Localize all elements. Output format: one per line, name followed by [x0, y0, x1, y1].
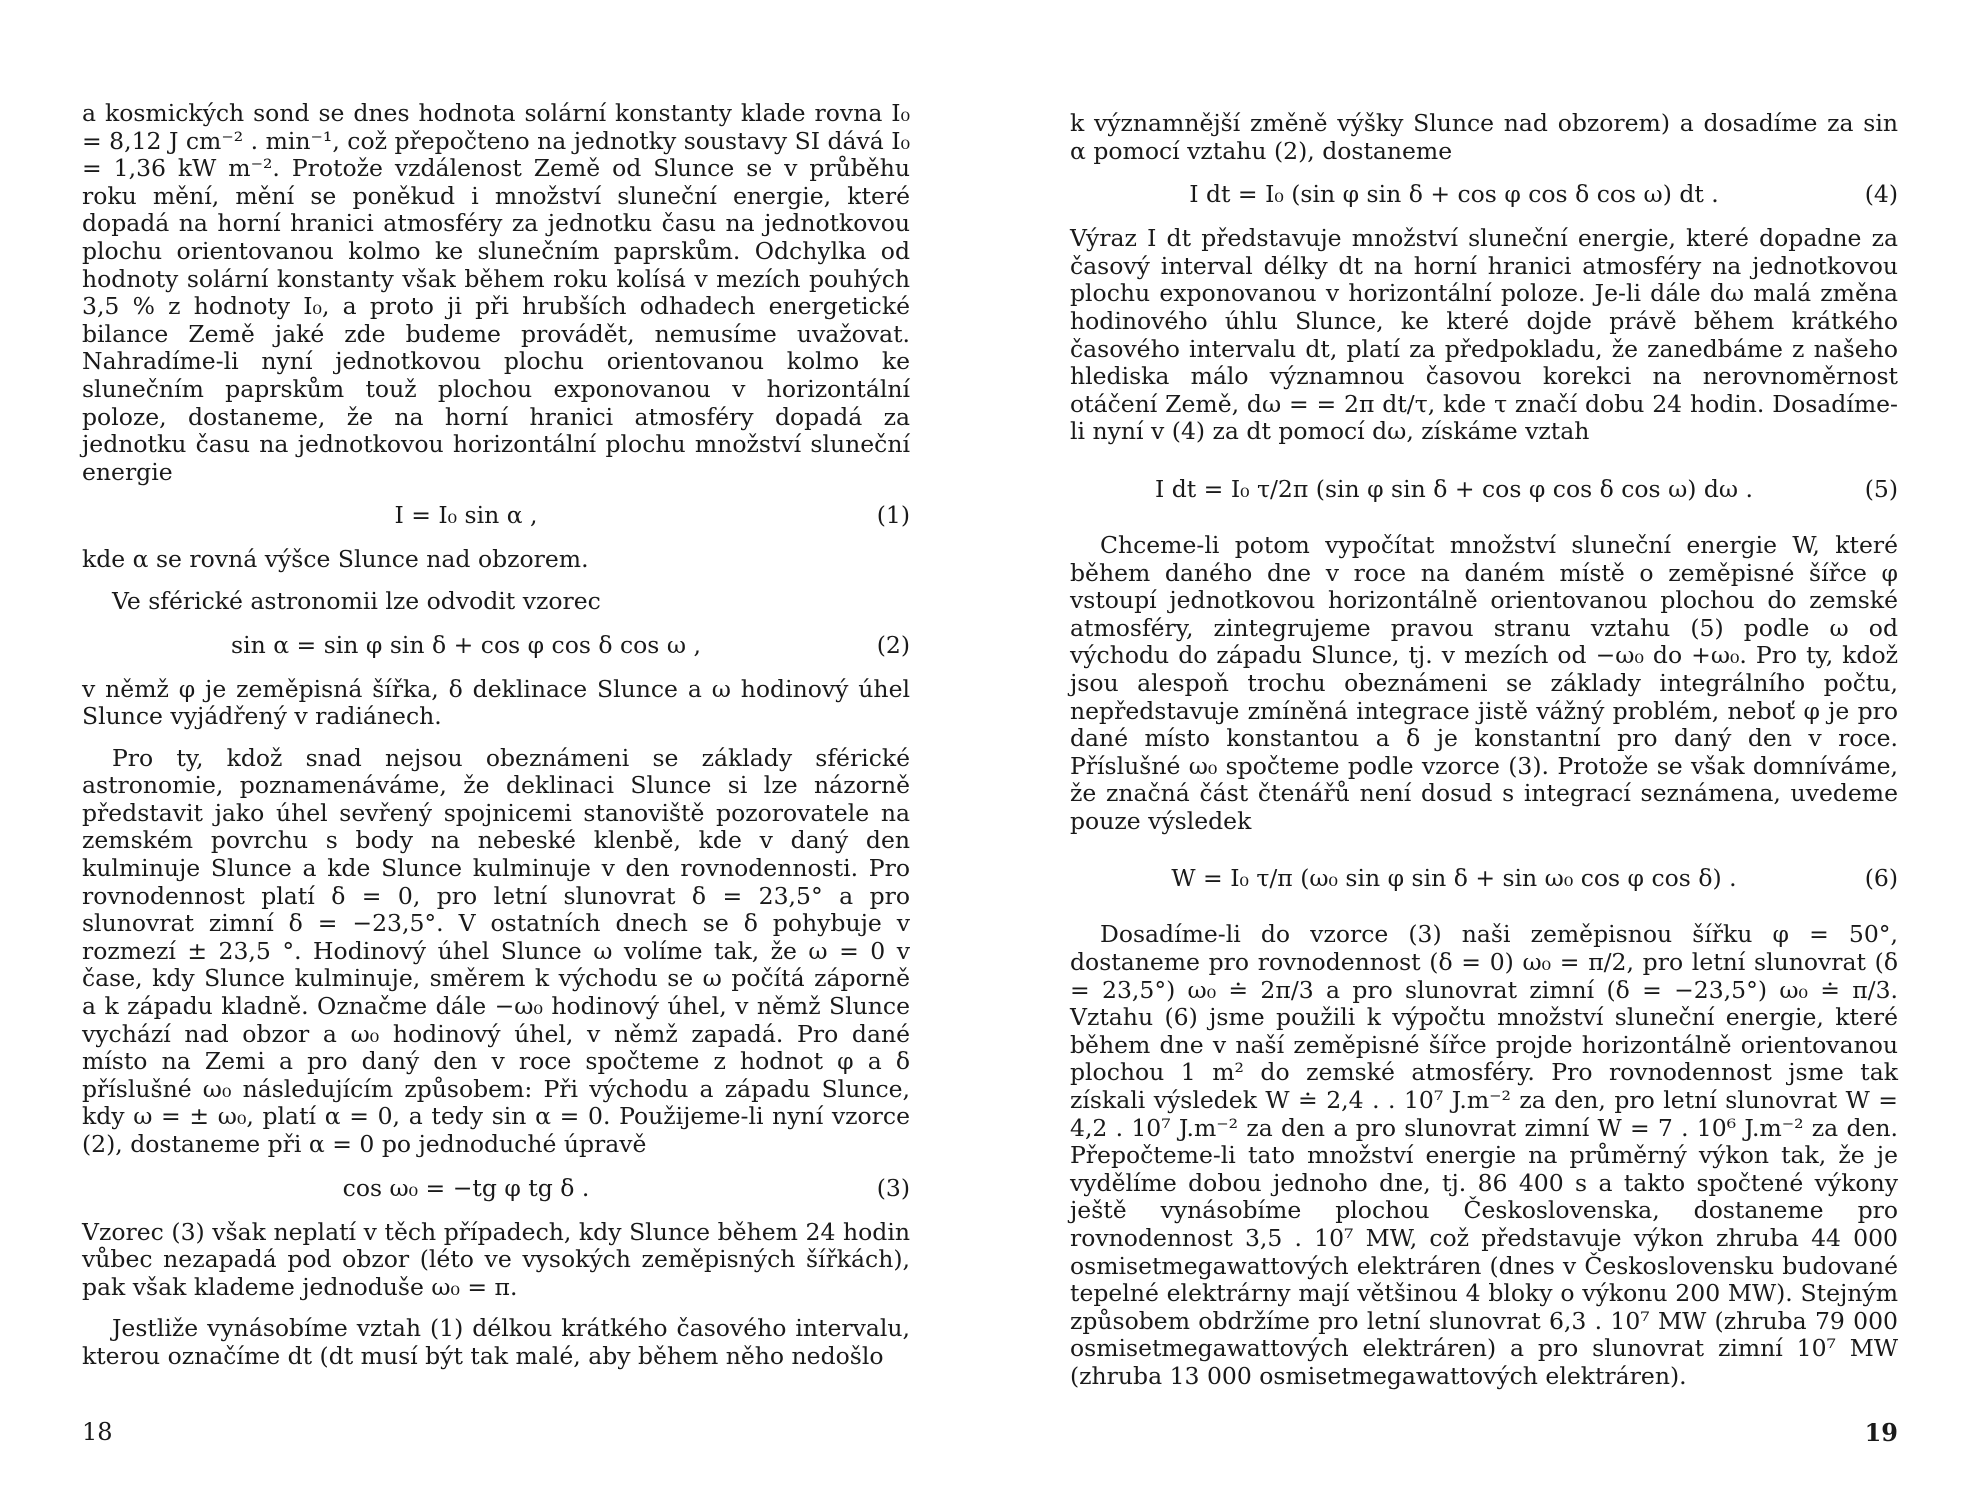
paragraph: v němž φ je zeměpisná šířka, δ deklinace Slunce a ω hodinový úhel Slunce vyjádřený v radiánech. [82, 674, 910, 731]
paragraph: Dosadíme-li do vzorce (3) naši zeměpisnou šířku φ = 50°, dostaneme pro rovnodennost (δ = 0) ω₀ = π/2, pro letní slunovrat (δ = 23,5°) ω₀ ≐ 2π/3 a pro slunovrat zimní (δ = −23,5°) ω₀ ≐ π/3. Vztahu (6) jsme použili k výpočtu množství sluneční energie, které během dne v naší zeměpisné šířce projde horizontálně orientovanou plochou 1 m² do zemské atmosféry. Pro rovnodennost jsme tak získali výsledek W ≐ 2,4 . . 10⁷ J.m⁻² za den, pro letní slunovrat W = 4,2 . 10⁷ J.m⁻² za den a pro slunovrat zimní W = 7 . 10⁶ J.m⁻² za den. Přepočteme-li tato množství energie na průměrný výkon tak, že je vydělíme dobou jednoho dne, tj. 86 400 s a takto spočtené výkony ještě vynásobíme plochou Československa, dostaneme pro rovnodennost 3,5 . 10⁷ MW, což představuje výkon zhruba 44 000 osmisetmegawattových elektráren (dnes v Československu budované tepelné elektrárny mají většinou 4 bloky o výkonu 200 MW). Stejným způsobem obdržíme pro letní slunovrat 6,3 . 10⁷ MW (zhruba 79 000 osmisetmegawattových elektráren) a pro slunovrat zimní 10⁷ MW (zhruba 13 000 osmisetmegawattových elektráren). [1070, 920, 1898, 1390]
equation-number: (1) [876, 501, 910, 530]
page-number: 18 [82, 1418, 113, 1446]
equation-body: I = I₀ sin α , [394, 501, 538, 530]
paragraph: Ve sférické astronomii lze odvodit vzorec [112, 586, 601, 615]
left-text-column [82, 100, 910, 1371]
equation-1 [82, 496, 910, 536]
paragraph: Jestliže vynásobíme vztah (1) délkou krátkého časového intervalu, kterou označíme dt (dt musí být tak malé, aby během něho nedošlo [82, 1314, 910, 1370]
paragraph: Chceme-li potom vypočítat množství sluneční energie W, které během daného dne v roce na daném místě o zeměpisné šířce φ vstoupí jednotkovou horizontálně orientovanou plochou do zemské atmosféry, zintegrujeme pravou stranu vztahu (5) podle ω od východu do západu Slunce, tj. v mezích od −ω₀ do +ω₀. Pro ty, kdož jsou alespoň trochu obeznámeni se základy integrálního počtu, nepředstavuje zmíněná integrace jistě vážný problém, neboť φ je pro dané místo konstantou a δ je konstantní pro daný den v roce. Příslušné ω₀ spočteme podle vzorce (3). Protože se však domníváme, že značná část čtenářů není dosud s integrací seznámena, uvedeme pouze výsledek [1070, 530, 1898, 835]
right-text-column [1070, 110, 1898, 1391]
equation-body: cos ω₀ = −tg φ tg δ . [342, 1173, 590, 1202]
paragraph: kde α se rovná výšce Slunce nad obzorem. [82, 545, 589, 574]
equation-body: I dt = I₀ (sin φ sin δ + cos φ cos δ cos ω) dt . [1189, 180, 1719, 209]
equation-number: (4) [1864, 180, 1898, 209]
paragraph: Výraz I dt představuje množství sluneční energie, které dopadne za časový interval délky dt na horní hranici atmosféry na jednotkovou plochu exponovanou v horizontální poloze. Je-li dále dω malá změna hodinového úhlu Slunce, ke které dojde právě během krátkého časového intervalu dt, platí za předpokladu, že zanedbáme z našeho hlediska málo významnou časovou korekci na nerovnoměrnost otáčení Země, dω = = 2π dt/τ, kde τ značí dobu 24 hodin. Dosadíme-li nyní v (4) za dt pomocí dω, získáme vztah [1070, 224, 1898, 446]
equation-4 [1070, 175, 1898, 215]
paragraph: Vzorec (3) však neplatí v těch případech, kdy Slunce během 24 hodin vůbec nezapadá pod obzor (léto ve vysokých zeměpisných šířkách), pak však klademe jednoduše ω₀ = π. [82, 1217, 910, 1301]
equation-2 [82, 626, 910, 666]
paragraph: Pro ty, kdož snad nejsou obeznámeni se základy sférické astronomie, poznamenáváme, že deklinaci Slunce si lze názorně představit jako úhel sevřený spojnicemi stanoviště pozorovatele na zemském povrchu s body na nebeské klenbě, kde v daný den kulminuje Slunce a kde Slunce kulminuje v den rovnodennosti. Pro rovnodennost platí δ = 0, pro letní slunovrat δ = 23,5° a pro slunovrat zimní δ = −23,5°. V ostatních dnech se δ pohybuje v rozmezí ± 23,5 °. Hodinový úhel Slunce ω volíme tak, že ω = 0 v čase, kdy Slunce kulminuje, směrem k východu se ω počítá záporně a k západu kladně. Označme dále −ω₀ hodinový úhel, v němž Slunce vychází nad obzor a ω₀ hodinový úhel, v němž zapadá. Pro dané místo na Zemi a pro daný den v roce spočteme z hodnot φ a δ příslušné ω₀ následujícím způsobem: Při východu a západu Slunce, kdy ω = ± ω₀, platí α = 0, a tedy sin α = 0. Použijeme-li nyní vzorce (2), dostaneme při α = 0 po jednoduché úpravě [82, 743, 910, 1158]
page-number: 19 [1864, 1418, 1898, 1447]
equation-body: I dt = I₀ τ/2π (sin φ sin δ + cos φ cos δ cos ω) dω . [1154, 474, 1754, 503]
paragraph: k významnější změně výšky Slunce nad obzorem) a dosadíme za sin α pomocí vztahu (2), dostaneme [1070, 109, 1898, 165]
right-page [990, 0, 1980, 1500]
paragraph: a kosmických sond se dnes hodnota solární konstanty klade rovna I₀ = 8,12 J cm⁻² . min⁻¹, což přepočteno na jednotky soustavy SI dává I₀ = 1,36 kW m⁻². Protože vzdálenost Země od Slunce se v průběhu roku mění, mění se poněkud i množství sluneční energie, které dopadá na horní hranici atmosféry za jednotku času na jednotkovou plochu orientovanou kolmo ke slunečním paprskům. Odchylka od hodnoty solární konstanty však během roku kolísá v mezích pouhých 3,5 % z hodnoty I₀, a proto ji při hrubších odhadech energetické bilance Země jaké zde budeme provádět, nemusíme uvažovat. Nahradíme-li nyní jednotkovou plochu orientovanou kolmo ke slunečním paprskům touž plochou exponovanou v horizontální poloze, dostaneme, že na horní hranici atmosféry dopadá za jednotku času na jednotkovou horizontální plochu množství sluneční energie [82, 99, 910, 486]
equation-number: (2) [876, 630, 910, 659]
equation-number: (5) [1864, 474, 1898, 503]
equation-number: (6) [1864, 864, 1898, 893]
equation-body: sin α = sin φ sin δ + cos φ cos δ cos ω , [231, 630, 701, 659]
equation-body: W = I₀ τ/π (ω₀ sin φ sin δ + sin ω₀ cos φ cos δ) . [1171, 864, 1737, 893]
equation-5 [1070, 456, 1898, 522]
equation-number: (3) [876, 1173, 910, 1202]
equation-3 [82, 1169, 910, 1209]
equation-6 [1070, 845, 1898, 911]
